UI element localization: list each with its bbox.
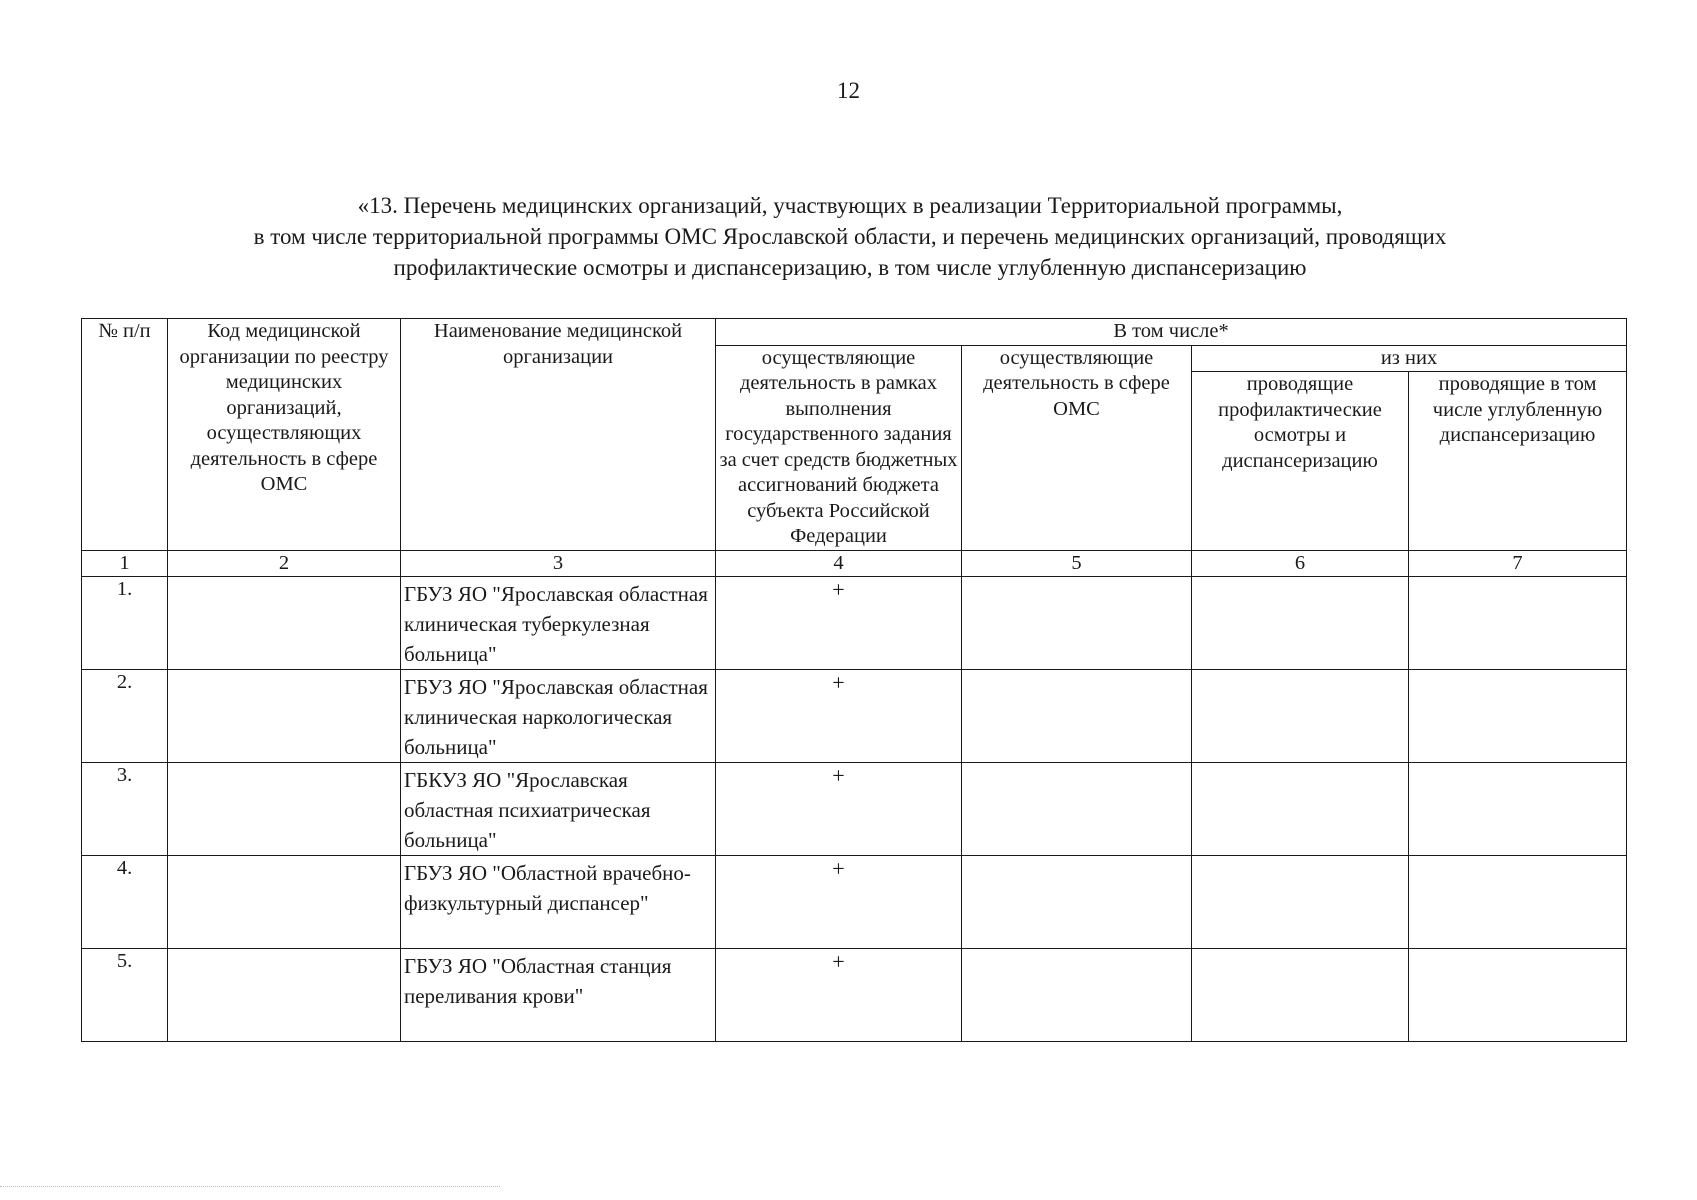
header-oms: осуществляющие деятельность в сфере ОМС — [962, 345, 1192, 550]
row-state-task-mark: + — [716, 948, 962, 1041]
table-row — [82, 762, 1627, 855]
row-oms-mark — [962, 669, 1192, 762]
row-code — [168, 669, 401, 762]
row-deep-mark — [1409, 669, 1627, 762]
row-index: 1. — [82, 576, 168, 669]
row-organization-name: ГБУЗ ЯО "Областной врачебно-физкультурный диспансер" — [401, 855, 716, 948]
header-of-them: из них — [1192, 345, 1627, 372]
column-number: 2 — [168, 550, 401, 576]
row-index: 5. — [82, 948, 168, 1041]
row-code — [168, 762, 401, 855]
row-oms-mark — [962, 576, 1192, 669]
row-organization-name: ГБУЗ ЯО "Областная станция переливания крови" — [401, 948, 716, 1041]
header-prof: проводящие профилактические осмотры и диспансеризацию — [1192, 372, 1409, 551]
row-oms-mark — [962, 948, 1192, 1041]
column-number: 3 — [401, 550, 716, 576]
organizations-table-wrapper — [81, 318, 1627, 1042]
row-code — [168, 948, 401, 1041]
table-row — [82, 576, 1627, 669]
row-deep-mark — [1409, 948, 1627, 1041]
row-index: 2. — [82, 669, 168, 762]
header-including: В том числе* — [716, 319, 1627, 346]
title-line-2: в том числе территориальной программы ОМС Ярославской области, и перечень медицинских организаций, проводящих — [253, 224, 1447, 249]
row-state-task-mark: + — [716, 855, 962, 948]
row-index: 4. — [82, 855, 168, 948]
row-oms-mark — [962, 762, 1192, 855]
header-num: № п/п — [82, 319, 168, 551]
column-number: 5 — [962, 550, 1192, 576]
table-row — [82, 948, 1627, 1041]
row-prof-mark — [1192, 855, 1409, 948]
row-prof-mark — [1192, 669, 1409, 762]
column-number: 1 — [82, 550, 168, 576]
page-number: 12 — [837, 78, 860, 103]
scan-artifact-line — [0, 1186, 500, 1187]
row-prof-mark — [1192, 948, 1409, 1041]
row-code — [168, 576, 401, 669]
organizations-table — [81, 318, 1627, 1042]
row-prof-mark — [1192, 762, 1409, 855]
row-prof-mark — [1192, 576, 1409, 669]
document-title — [70, 190, 1630, 283]
title-line-3: профилактические осмотры и диспансеризацию, в том числе углубленную диспансеризацию — [393, 255, 1307, 280]
header-name: Наименование медицинской организации — [401, 319, 716, 551]
row-organization-name: ГБУЗ ЯО "Ярославская областная клиническая туберкулезная больница" — [401, 576, 716, 669]
header-code: Код медицинской организации по реестру медицинских организаций, осуществляющих деятельность в сфере ОМС — [168, 319, 401, 551]
row-oms-mark — [962, 855, 1192, 948]
header-deep: проводящие в том числе углубленную диспансеризацию — [1409, 372, 1627, 551]
row-organization-name: ГБКУЗ ЯО "Ярославская областная психиатрическая больница" — [401, 762, 716, 855]
column-number: 4 — [716, 550, 962, 576]
row-deep-mark — [1409, 855, 1627, 948]
row-state-task-mark: + — [716, 762, 962, 855]
title-line-1: «13. Перечень медицинских организаций, участвующих в реализации Территориальной программы, — [357, 193, 1343, 218]
column-numbers-row — [82, 550, 1627, 576]
column-number: 7 — [1409, 550, 1627, 576]
row-code — [168, 855, 401, 948]
column-number: 6 — [1192, 550, 1409, 576]
row-deep-mark — [1409, 762, 1627, 855]
table-row — [82, 669, 1627, 762]
row-state-task-mark: + — [716, 669, 962, 762]
row-index: 3. — [82, 762, 168, 855]
row-state-task-mark: + — [716, 576, 962, 669]
row-deep-mark — [1409, 576, 1627, 669]
table-row — [82, 855, 1627, 948]
row-organization-name: ГБУЗ ЯО "Ярославская областная клиническая наркологическая больница" — [401, 669, 716, 762]
header-state-task: осуществляющие деятельность в рамках выполнения государственного задания за счет средств бюджетных ассигнований бюджета субъекта Российской Федерации — [716, 345, 962, 550]
